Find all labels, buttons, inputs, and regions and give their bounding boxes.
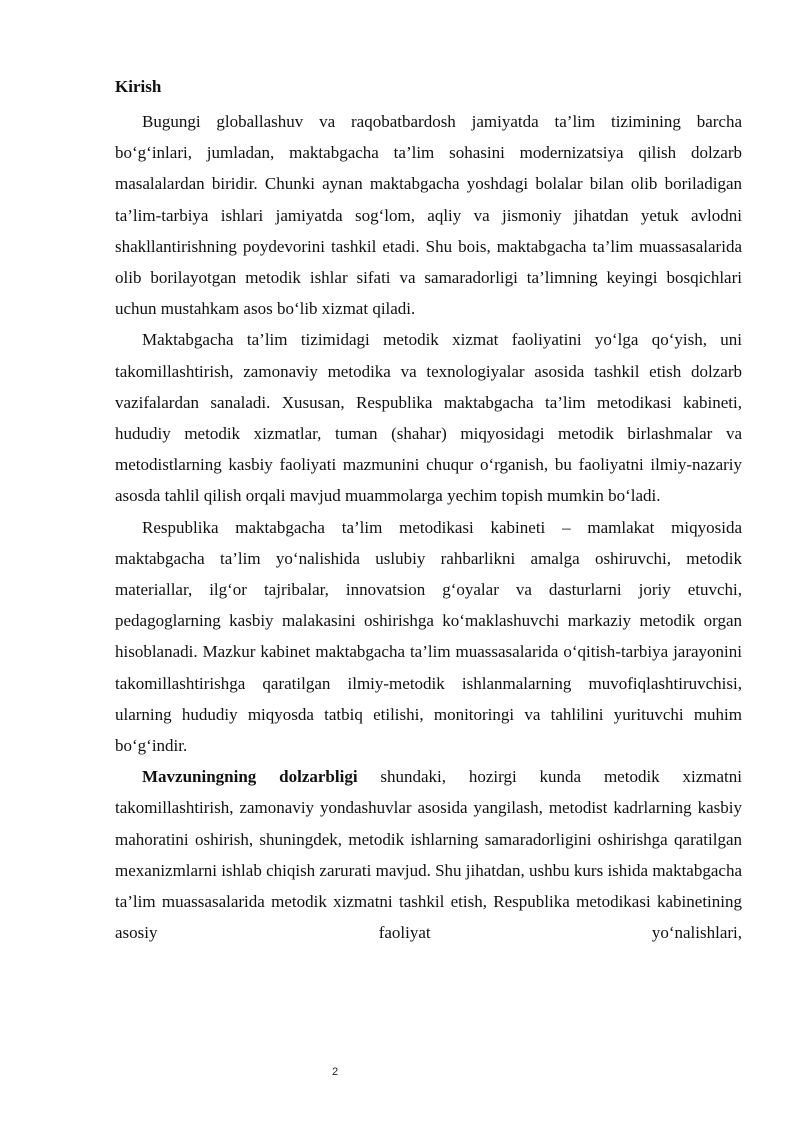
body-text	[115, 106, 742, 948]
paragraph-4	[115, 761, 742, 948]
relevance-lead: Mavzuningning dolzarbligi	[142, 767, 358, 787]
section-heading: Kirish	[115, 77, 162, 96]
page-number: 2	[331, 1066, 339, 1078]
paragraph-3: Respublika maktabgacha ta’lim metodikasi kabineti – mamlakat miqyosida maktabgacha ta’lim yo‘nalishida uslubiy rahbarlikni amalga oshiruvchi, metodik materiallar, ilg‘or tajribalar, innovatsion g‘oyalar va dasturlarni joriy etuvchi, pedagoglarning kasbiy malakasini oshirishga ko‘maklashuvchi markaziy metodik organ hisoblanadi. Mazkur kabinet maktabgacha ta’lim muassasalarida o‘qitish-tarbiya jarayonini takomillashtirishga qaratilgan ilmiy-metodik ishlanmalarning muvofiqlashtiruvchisi, ularning hududiy miqyosda tatbiq etilishi, monitoringi va tahlilini yurituvchi muhim bo‘g‘indir.	[115, 517, 742, 756]
relevance-text: shundaki, hozirgi kunda metodik xizmatni takomillashtirish, zamonaviy yondashuvlar asosida yangilash, metodist kadrlarning kasbiy mahoratini oshirish, shuningdek, metodik ishlarning samaradorligini oshirishga qaratilgan mexanizmlarni ishlab chiqish zarurati mavjud. Shu jihatdan, ushbu kurs ishida maktabgacha ta’lim muassasalarida metodik xizmatni tashkil etish, Respublika metodikasi kabinetining asosiy faoliyat yo‘nalishlari,	[115, 767, 742, 943]
paragraph-1: Bugungi globallashuv va raqobatbardosh jamiyatda ta’lim tizimining barcha bo‘g‘inlari, jumladan, maktabgacha ta’lim sohasini modernizatsiya qilish dolzarb masalalardan biridir. Chunki aynan maktabgacha yoshdagi bolalar bilan olib boriladigan ta’lim-tarbiya ishlari jamiyatda sog‘lom, aqliy va jismoniy jihatdan yetuk avlodni shakllantirishning poydevorini tashkil etadi. Shu bois, maktabgacha ta’lim muassasalarida olib borilayotgan metodik ishlar sifati va samaradorligi ta’limning keyingi bosqichlari uchun mustahkam asos bo‘lib xizmat qiladi.	[115, 112, 742, 319]
paragraph-2: Maktabgacha ta’lim tizimidagi metodik xizmat faoliyatini yo‘lga qo‘yish, uni takomillashtirish, zamonaviy metodika va texnologiyalar asosida tashkil etish dolzarb vazifalardan sanaladi. Xususan, Respublika maktabgacha ta’lim metodikasi kabineti, hududiy metodik xizmatlar, tuman (shahar) miqyosidagi metodik birlashmalar va metodistlarning kasbiy faoliyati mazmunini chuqur o‘rganish, bu faoliyatni ilmiy-nazariy asosda tahlil qilish orqali mavjud muammolarga yechim topish mumkin bo‘ladi.	[115, 330, 742, 506]
